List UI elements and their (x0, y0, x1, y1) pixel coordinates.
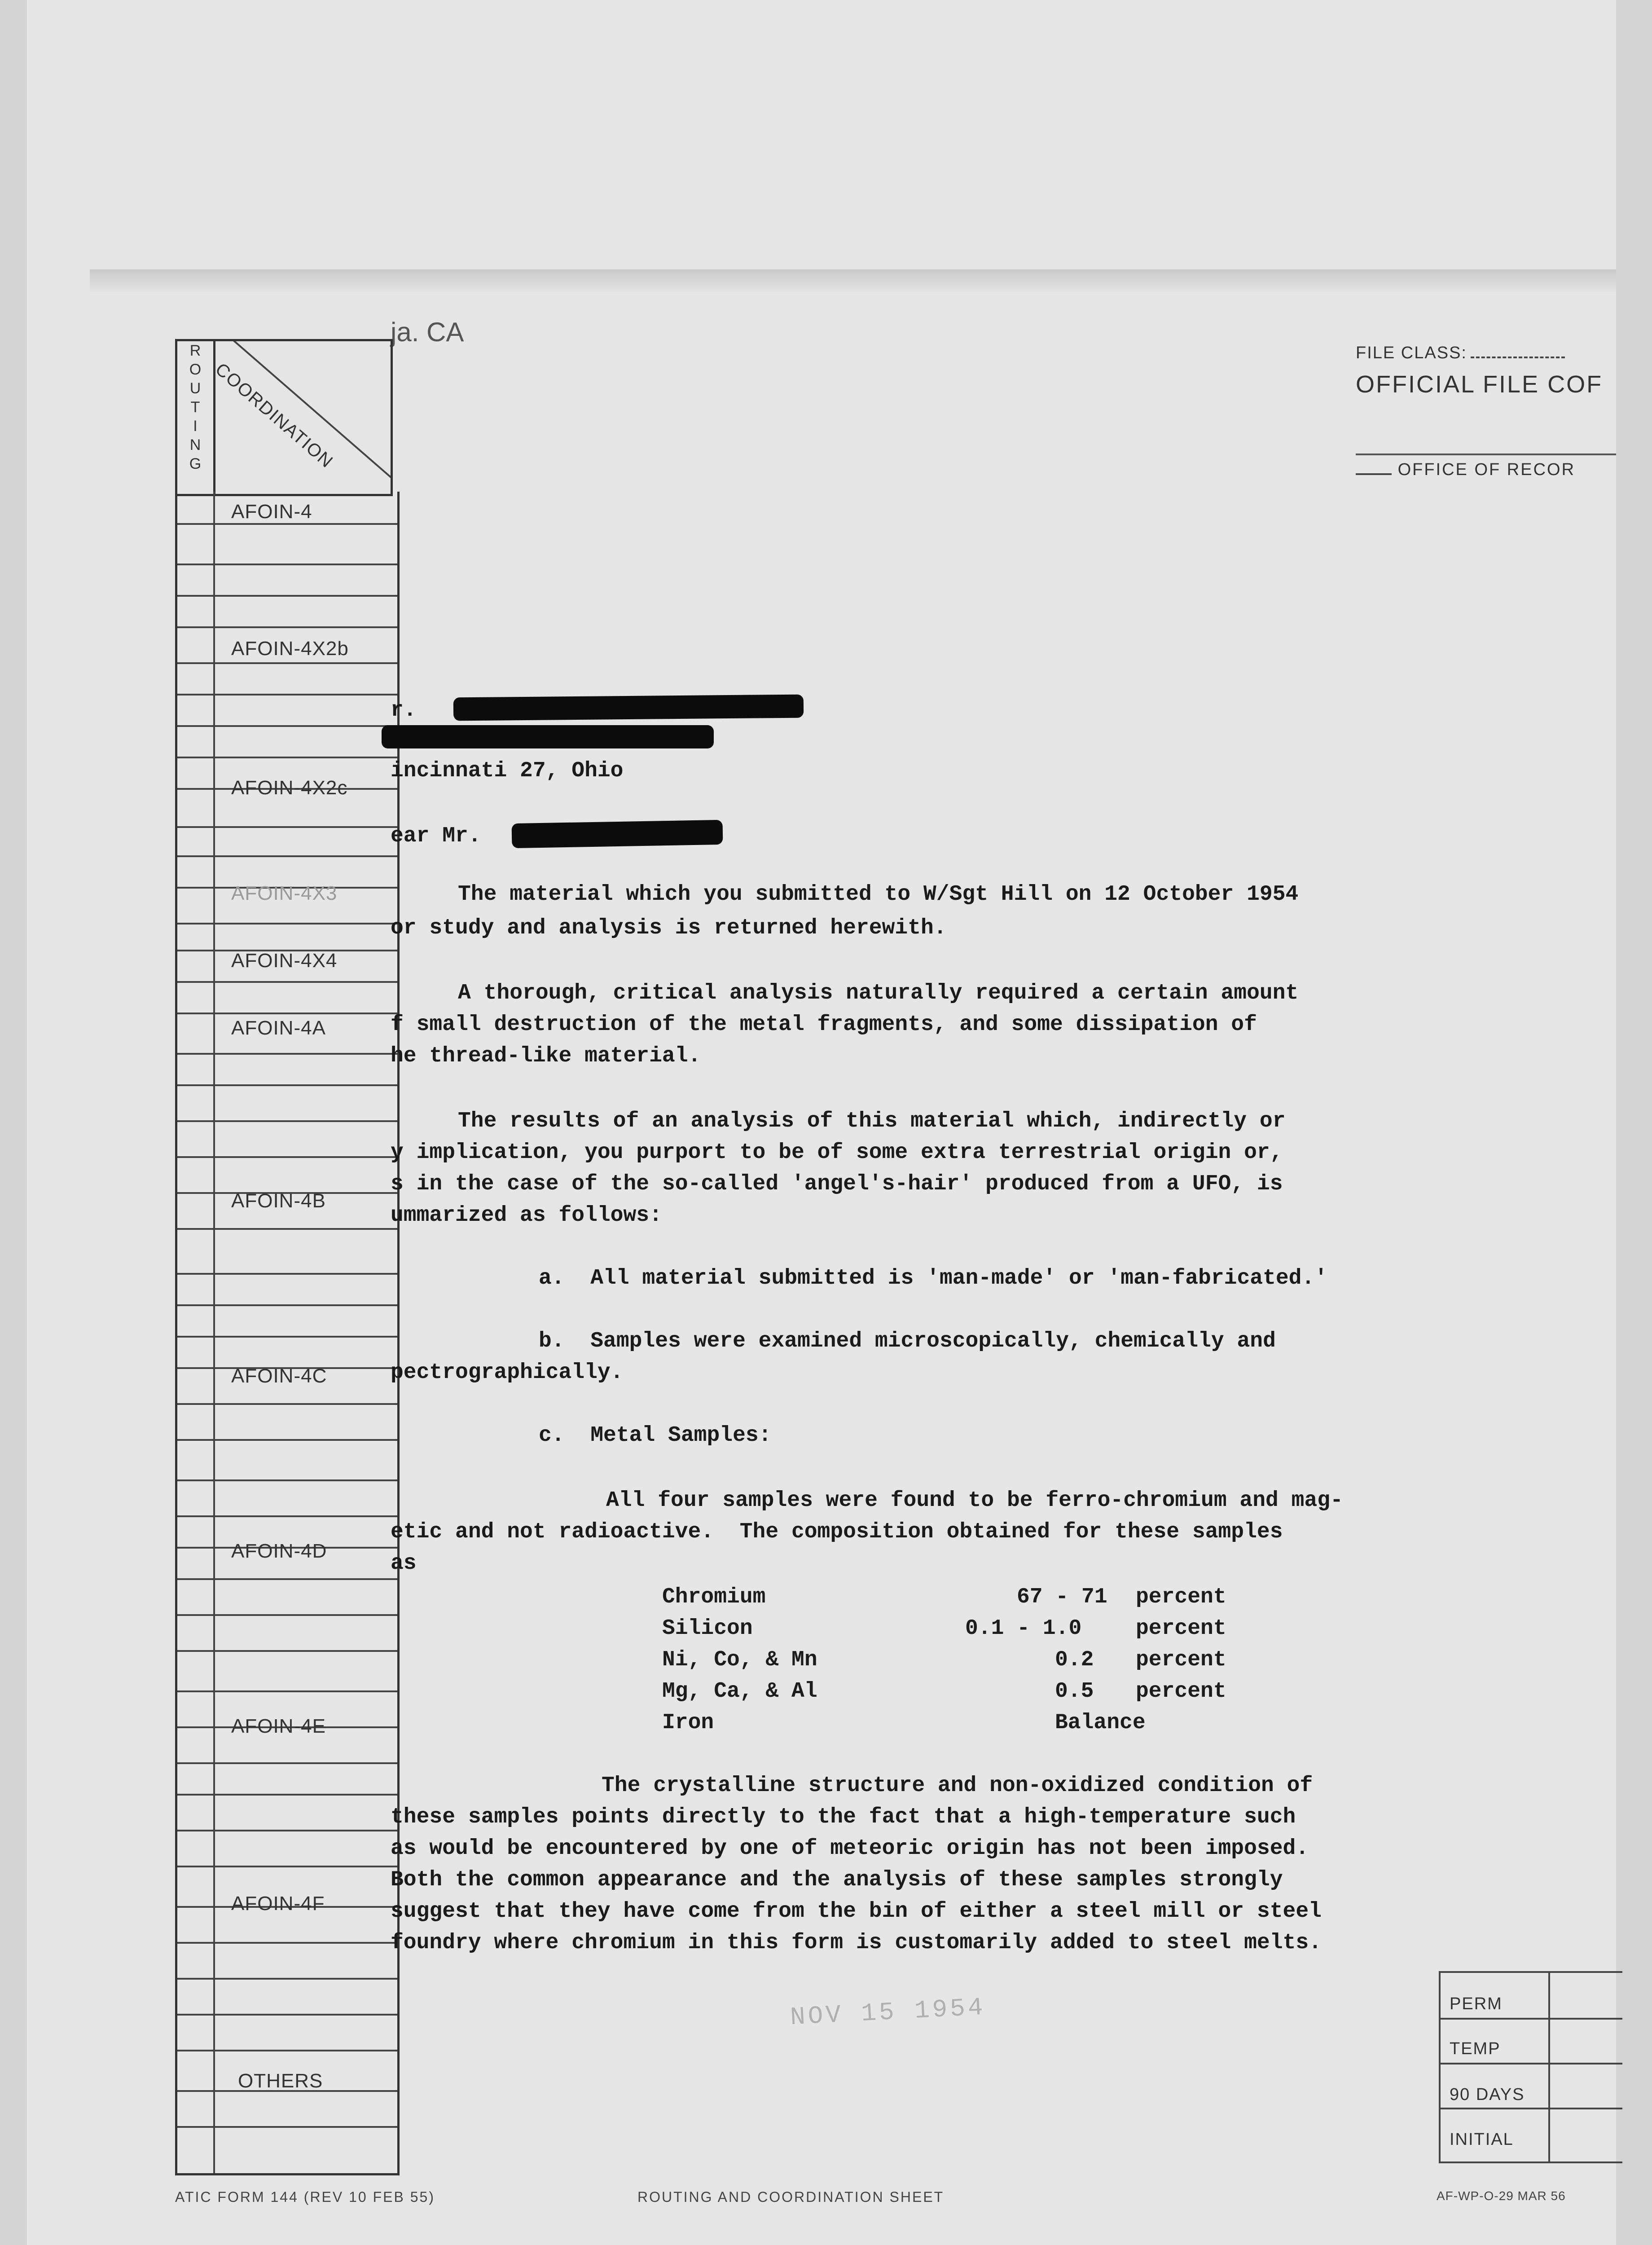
disposition-temp: TEMP (1450, 2039, 1501, 2058)
composition-element: Silicon (662, 1616, 753, 1641)
composition-element: Ni, Co, & Mn (662, 1648, 817, 1672)
item-b-line: b. Samples were examined microscopically, chemically and (539, 1329, 1276, 1353)
paragraph-3-line: s in the case of the so-called 'angel's-hair' produced from a UFO, is (391, 1172, 1283, 1196)
composition-value: 0.1 - 1.0 (965, 1616, 1082, 1641)
paragraph-5-line: these samples points directly to the fact that a high-temperature such (391, 1805, 1296, 1829)
coordination-label: COORDINATION (211, 359, 337, 472)
address-line-1: r. (391, 698, 417, 722)
section-afoin-4a: AFOIN-4A (231, 1017, 326, 1039)
form-number: ATIC FORM 144 (REV 10 FEB 55) (175, 2189, 435, 2205)
salutation: ear Mr. (391, 824, 481, 848)
paragraph-5-line: foundry where chromium in this form is customarily added to steel melts. (391, 1931, 1322, 1955)
paragraph-2-line: A thorough, critical analysis naturally required a certain amount (458, 981, 1299, 1005)
item-c: c. Metal Samples: (539, 1423, 772, 1448)
paragraph-5-line: The crystalline structure and non-oxidized condition of (602, 1774, 1313, 1798)
composition-unit: percent (1136, 1679, 1226, 1704)
routing-letter: U (189, 380, 201, 397)
section-afoin-4f: AFOIN-4F (231, 1893, 325, 1915)
paragraph-2-line: f small destruction of the metal fragments, and some dissipation of (391, 1012, 1257, 1037)
composition-element: Mg, Ca, & Al (662, 1679, 817, 1704)
composition-value: Balance (1055, 1711, 1146, 1735)
routing-letter: I (193, 418, 198, 435)
composition-element: Iron (662, 1711, 714, 1735)
record-rule (1356, 453, 1616, 455)
section-afoin-4x3: AFOIN-4X3 (231, 882, 338, 904)
address-city: incinnati 27, Ohio (391, 759, 624, 783)
form-title: ROUTING AND COORDINATION SHEET (637, 2189, 945, 2205)
paragraph-4-line: All four samples were found to be ferro-chromium and mag- (606, 1488, 1343, 1513)
composition-value: 0.2 (1055, 1648, 1094, 1672)
routing-letter: G (189, 455, 202, 472)
section-afoin-4x2b: AFOIN-4X2b (231, 638, 349, 660)
date-stamp: NOV 15 1954 (789, 1993, 987, 2032)
paragraph-3-line: The results of an analysis of this material which, indirectly or (458, 1109, 1286, 1133)
file-class-text: FILE CLASS: (1356, 343, 1467, 362)
composition-value: 0.5 (1055, 1679, 1094, 1704)
coordination-box (213, 339, 393, 496)
redaction-bar (453, 695, 804, 721)
paragraph-1-line: or study and analysis is returned herewith. (391, 916, 947, 940)
paragraph-3-line: y implication, you purport to be of some extra terrestrial origin or, (391, 1140, 1283, 1165)
redaction-bar (512, 820, 723, 848)
composition-unit: percent (1136, 1616, 1226, 1641)
routing-letter: N (189, 436, 201, 453)
paragraph-2-line: he thread-like material. (391, 1044, 701, 1068)
section-afoin-4x2c: AFOIN-4X2c (231, 777, 348, 799)
fold-shadow (90, 269, 1616, 292)
paragraph-1-line: The material which you submitted to W/Sgt Hill on 12 October 1954 (458, 882, 1299, 907)
item-a: a. All material submitted is 'man-made' or 'man-fabricated.' (539, 1266, 1328, 1290)
paragraph-5-line: as would be encountered by one of meteoric origin has not been imposed. (391, 1836, 1309, 1861)
item-b-line: pectrographically. (391, 1360, 624, 1385)
routing-column (175, 339, 215, 496)
file-class-label (1356, 343, 1565, 363)
routing-letter: R (189, 342, 201, 359)
form-code: AF-WP-O-29 MAR 56 (1437, 2189, 1566, 2203)
disposition-90-days: 90 DAYS (1450, 2085, 1525, 2104)
section-afoin-4b: AFOIN-4B (231, 1190, 326, 1212)
composition-unit: percent (1136, 1585, 1226, 1609)
disposition-box (1439, 1971, 1622, 2163)
section-afoin-4c: AFOIN-4C (231, 1365, 327, 1387)
routing-letter: O (189, 361, 202, 378)
disposition-perm: PERM (1450, 1994, 1503, 2013)
section-afoin-4e: AFOIN-4E (231, 1715, 326, 1737)
composition-value: 67 - 71 (1017, 1585, 1107, 1609)
office-of-record-text: OFFICE OF RECOR (1397, 460, 1576, 479)
section-afoin-4x4: AFOIN-4X4 (231, 950, 338, 972)
office-of-record (1356, 460, 1575, 480)
official-file-copy: OFFICIAL FILE COF (1356, 371, 1603, 398)
routing-letter: T (190, 399, 200, 416)
top-mark: ja. CA (391, 317, 464, 347)
redaction-bar (382, 725, 714, 748)
paragraph-3-line: ummarized as follows: (391, 1203, 662, 1228)
disposition-initial: INITIAL (1450, 2130, 1514, 2149)
paragraph-4-line: as (391, 1551, 417, 1576)
paragraph-5-line: Both the common appearance and the analysis of these samples strongly (391, 1868, 1283, 1892)
composition-element: Chromium (662, 1585, 766, 1609)
section-afoin-4d: AFOIN-4D (231, 1540, 327, 1562)
paragraph-5-line: suggest that they have come from the bin of either a steel mill or steel (391, 1899, 1322, 1924)
routing-grid (175, 492, 400, 2175)
section-afoin-4: AFOIN-4 (231, 501, 312, 523)
paragraph-4-line: etic and not radioactive. The composition obtained for these samples (391, 1520, 1283, 1544)
composition-unit: percent (1136, 1648, 1226, 1672)
section-others: OTHERS (238, 2070, 323, 2092)
